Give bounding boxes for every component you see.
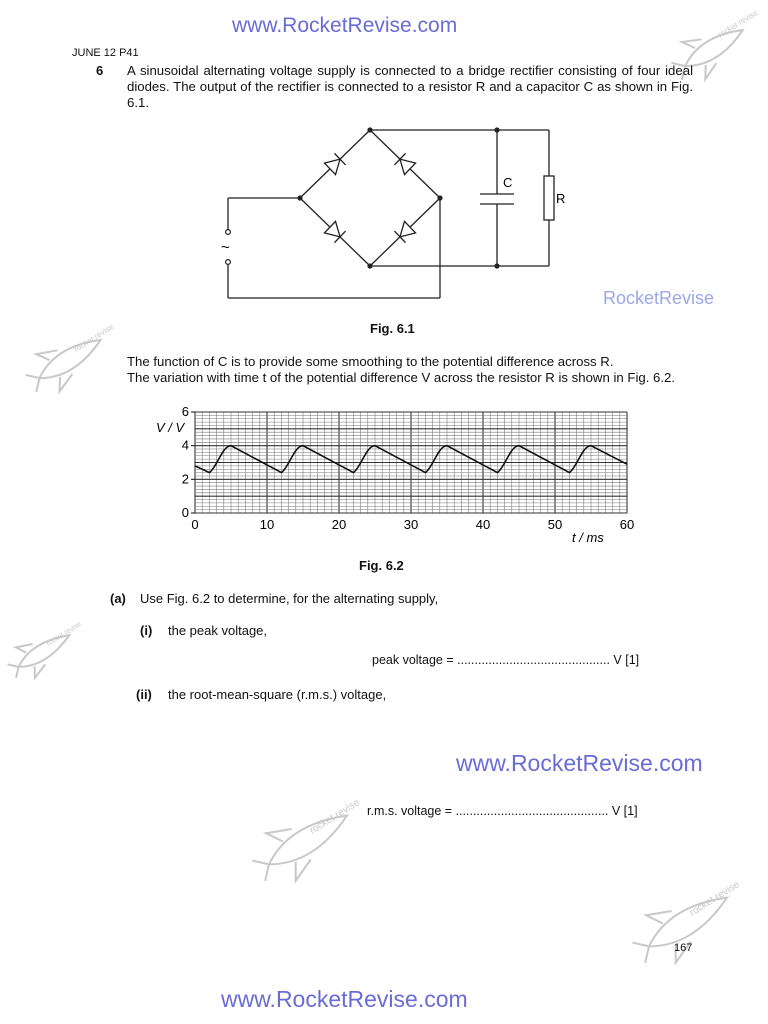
rocket-watermark-text: rocket revise (307, 797, 362, 837)
voltage-time-chart (140, 400, 660, 550)
question-intro: A sinusoidal alternating voltage supply is connected to a bridge rectifier consisting of four ideal diodes. The output of the rectifier is connected to a resistor R and a capacitor C as shown in Fig. 6.1. (127, 63, 693, 110)
watermark-brand: RocketRevise (603, 288, 715, 308)
part-a-label: (a) (110, 591, 126, 606)
rocket-watermark-icon (628, 872, 748, 972)
ac-supply-symbol: ~ (221, 239, 230, 256)
rocket-watermark-text: rocket revise (45, 620, 83, 648)
x-tick-label: 10 (259, 517, 275, 532)
watermark-site-bottom[interactable]: www.RocketRevise.com (221, 986, 468, 1012)
rocket-watermark-text: rocket revise (72, 322, 116, 354)
part-ai-label: (i) (140, 623, 153, 638)
x-tick-label: 0 (191, 517, 199, 532)
page-number: 167 (674, 942, 693, 954)
x-tick-label: 60 (619, 517, 635, 532)
x-tick-label: 40 (475, 517, 491, 532)
capacitor-label: C (503, 175, 513, 190)
part-aii-text: the root-mean-square (r.m.s.) voltage, (168, 687, 387, 702)
description-line1: The function of C is to provide some smoothing to the potential difference across R. (127, 354, 614, 369)
x-tick-label: 30 (403, 517, 419, 532)
question-number: 6 (96, 63, 104, 78)
part-a-text: Use Fig. 6.2 to determine, for the alternating supply, (140, 591, 439, 606)
part-aii-label: (ii) (136, 687, 152, 702)
x-tick-label: 20 (331, 517, 347, 532)
rocket-watermark-icon (4, 618, 84, 684)
watermark-site-mid[interactable]: www.RocketRevise.com (456, 750, 703, 776)
chart-ylabel: V / V (156, 420, 185, 435)
chart-xlabel: t / ms (572, 530, 604, 545)
rms-voltage-answer-line[interactable]: r.m.s. voltage = ............................................ V [1] (367, 804, 638, 818)
bridge-rectifier-circuit (215, 120, 575, 310)
figure1-caption: Fig. 6.1 (370, 321, 415, 336)
rocket-watermark-text: rocket revise (687, 879, 742, 919)
rocket-watermark-text: rocket revise (716, 8, 760, 40)
description-line2: The variation with time t of the potential difference V across the resistor R is shown in Fig. 6.2. (127, 370, 676, 385)
y-tick-label: 2 (181, 471, 189, 487)
peak-voltage-answer-line[interactable]: peak voltage = ............................................ V [1] (372, 653, 640, 667)
y-tick-label: 6 (181, 404, 189, 419)
rocket-watermark-icon (22, 318, 118, 400)
y-tick-label: 4 (181, 437, 189, 453)
resistor-label: R (556, 191, 566, 206)
figure2-caption: Fig. 6.2 (359, 558, 404, 573)
watermark-site-top[interactable]: www.RocketRevise.com (232, 14, 458, 37)
paper-code: JUNE 12 P41 (72, 47, 139, 59)
rocket-watermark-icon (248, 790, 368, 890)
part-ai-text: the peak voltage, (168, 623, 268, 638)
y-tick-label: 0 (181, 505, 189, 520)
x-tick-label: 50 (547, 517, 563, 532)
